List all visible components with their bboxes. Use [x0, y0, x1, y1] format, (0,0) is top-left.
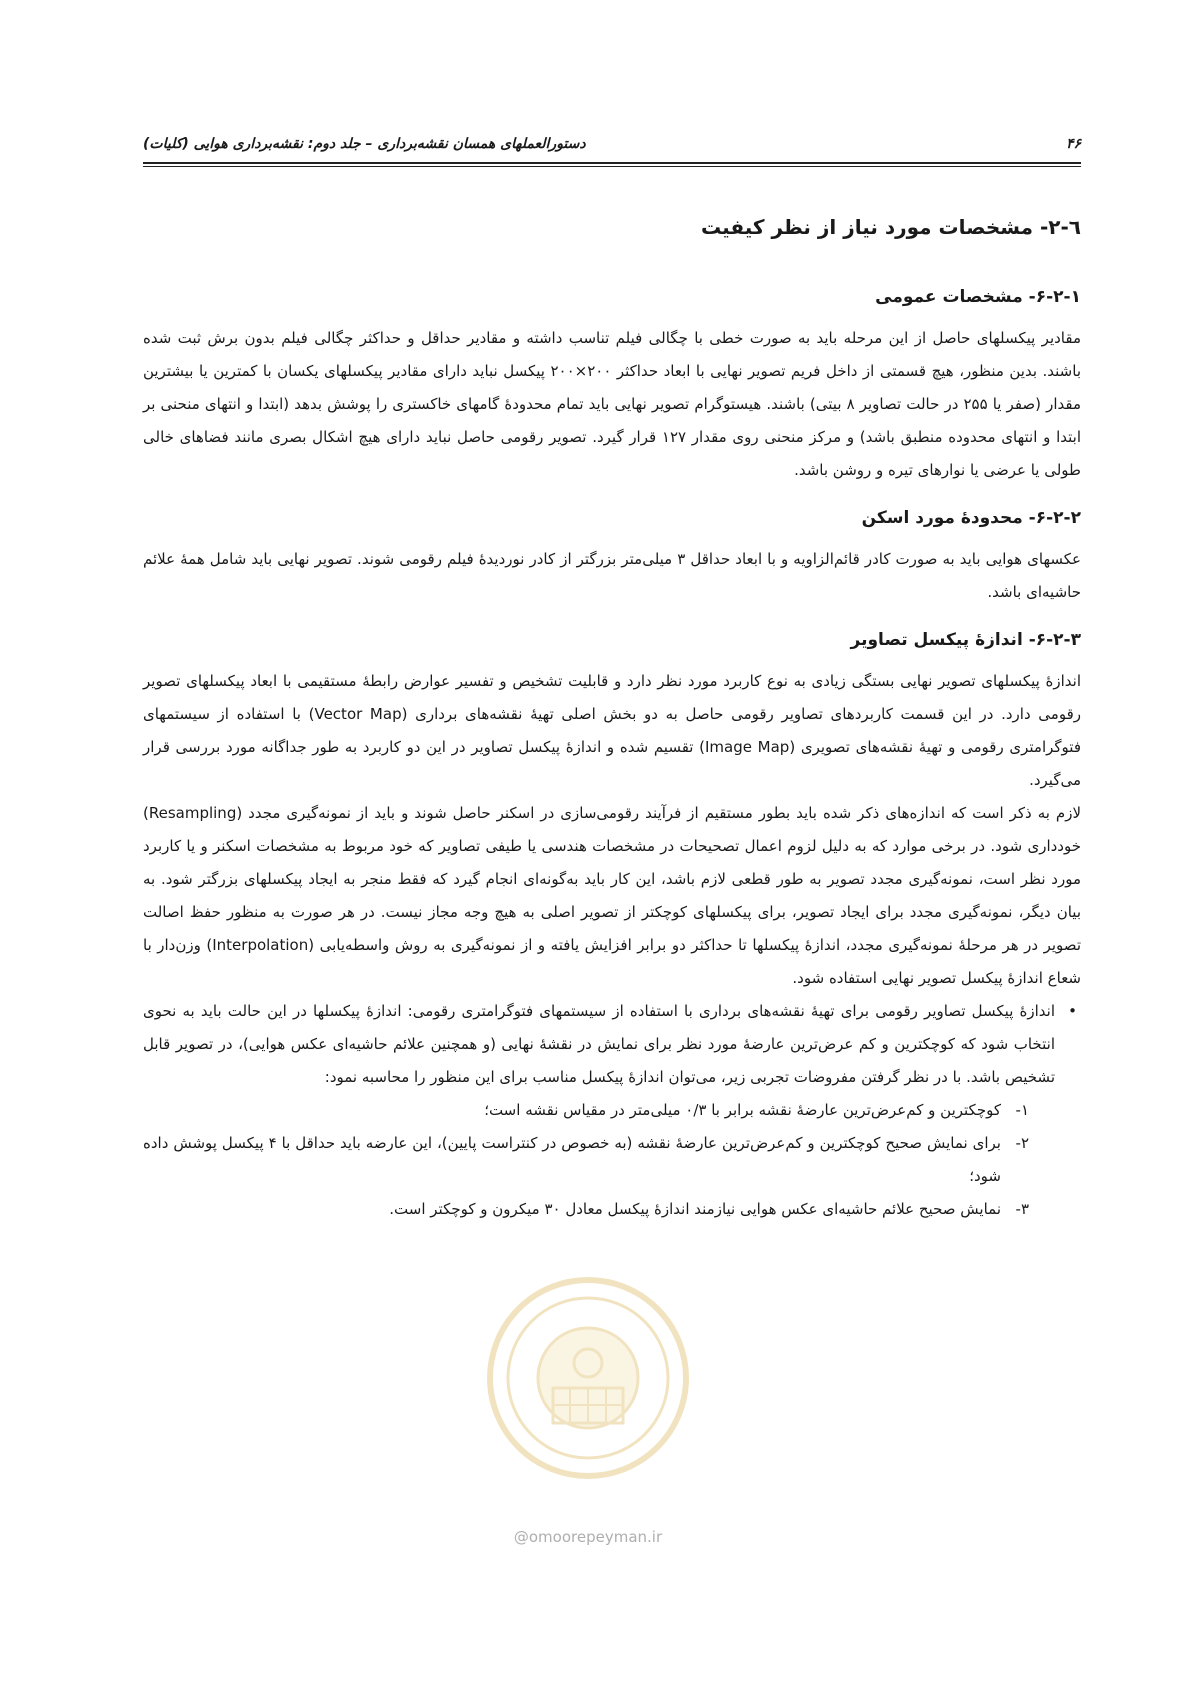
item-number: ۳- — [1015, 1200, 1029, 1218]
numbered-list — [143, 1094, 1055, 1226]
list-item — [143, 995, 1077, 1226]
at-icon: @ — [513, 1528, 529, 1546]
running-title: دستورالعملهای همسان نقشه‌برداری – جلد دوم: نقشه‌برداری هوایی (کلیات) — [143, 136, 586, 152]
paragraph-scan-area: عکسهای هوایی باید به صورت کادر قائم‌الزاویه و با ابعاد حداقل ۳ میلی‌متر بزرگتر از کادر نوردیدهٔ فیلم رقومی شوند. تصویر نهایی باید شامل همهٔ علائم حاشیه‌ای باشد. — [143, 550, 1081, 601]
watermark-seal-icon — [483, 1268, 693, 1488]
numbered-item — [143, 1193, 1029, 1226]
subsection-title-scan-area: ۶-۲-۲- محدودهٔ مورد اسکن — [861, 508, 1081, 528]
header-rule-thin — [143, 166, 1081, 167]
header-rule — [143, 162, 1081, 164]
running-header — [143, 132, 1081, 156]
paragraph-general: مقادیر پیکسلهای حاصل از این مرحله باید به صورت خطی با چگالی فیلم تناسب داشته و مقادیر حداقل و حداکثر چگالی فیلم بدون برش ثبت شده باشند. بدین منظور، هیچ قسمتی از داخل فریم تصویر نهایی با ابعاد حداکثر ۲۰۰×۲۰۰ پیکسل نباید دارای مقادیر پیکسلهای یکسان با کمترین یا بیشترین مقدار (صفر یا ۲۵۵ در حالت تصاویر ۸ بیتی) باشند. هیستوگرام تصویر نهایی باید تمام محدودهٔ گامهای خاکستری را پوشش بدهد (ابتدا و انتهای منحنی بر ابتدا و انتهای محدوده منطبق باشد) و مرکز منحنی روی مقدار ۱۲۷ قرار گیرد. تصویر رقومی حاصل نباید دارای هیچ اشکال بصری مانند فضاهای خالی طولی یا عرضی یا نوارهای تیره و روشن باشد. — [143, 329, 1082, 479]
bullet-icon: • — [1068, 1002, 1077, 1020]
item-text: نمایش صحیح علائم حاشیه‌ای عکس هوایی نیازمند اندازهٔ پیکسل معادل ۳۰ میکرون و کوچکتر است. — [389, 1200, 1001, 1218]
item-number: ۱- — [1015, 1101, 1029, 1119]
bullet-text: اندازهٔ پیکسل تصاویر رقومی برای تهیهٔ نقشه‌های برداری با استفاده از سیستمهای فتوگرامتری رقومی: اندازهٔ پیکسلها در این حالت باید به نحوی انتخاب شود که کوچکترین و کم عرض‌ترین عارضهٔ مورد نظر برای نمایش در نقشهٔ نهایی (و همچنین علائم حاشیه‌ای عکس هوایی)، در تصویر قابل تشخیص باشد. با در نظر گرفتن مفروضات تجربی زیر، می‌توان اندازهٔ پیکسل مناسب برای این منظور را محاسبه نمود: — [143, 1002, 1055, 1086]
subsection-title-general: ۶-۲-۱- مشخصات عمومی — [875, 287, 1081, 307]
item-number: ۲- — [1015, 1134, 1029, 1152]
page-number: ۴۶ — [1065, 136, 1081, 152]
subsection-title-pixel-size: ۶-۲-۳- اندازهٔ پیکسل تصاویر — [850, 630, 1081, 650]
item-text: کوچکترین و کم‌عرض‌ترین عارضهٔ نقشه برابر با ۰/۳ میلی‌متر در مقیاس نقشه است؛ — [484, 1101, 1001, 1119]
section-title: ٦-٢- مشخصات مورد نیاز از نظر کیفیت — [700, 215, 1081, 239]
paragraph-pixel-size-2: لازم به ذکر است که اندازه‌های ذکر شده باید بطور مستقیم از فرآیند رقومی‌سازی در اسکنر حاصل شوند و باید از نمونه‌گیری مجدد (Resampling) خودداری شود. در برخی موارد که به دلیل لزوم اعمال تصحیحات در مشخصات هندسی یا طیفی تصاویر که خود مربوط به مشخصات اسکنر و یا کاربرد مورد نظر است، نمونه‌گیری مجدد تصویر به طور قطعی لازم باشد، این کار باید به‌گونه‌ای انجام گیرد که فقط منجر به ایجاد پیکسلهای بزرگتر شود. به بیان دیگر، نمونه‌گیری مجدد برای ایجاد تصویر، برای پیکسلهای کوچکتر از تصویر اصلی به هیچ وجه مجاز نیست. در هر صورت به منظور حفظ اصالت تصویر در هر مرحلهٔ نمونه‌گیری مجدد، اندازهٔ پیکسلها تا حداکثر دو برابر افزایش یافته و از نمونه‌گیری به روش واسطه‌یابی (Interpolation) وزن‌دار با شعاع اندازهٔ پیکسل تصویر نهایی استفاده شود. — [143, 804, 1081, 987]
watermark-site: @omoorepeyman.ir — [513, 1528, 663, 1546]
bullet-list — [143, 995, 1081, 1226]
numbered-item — [143, 1127, 1029, 1193]
main-content — [143, 210, 1081, 1226]
paragraph-pixel-size-1: اندازهٔ پیکسلهای تصویر نهایی بستگی زیادی به نوع کاربرد مورد نظر دارد و قابلیت تشخیص و تفسیر عوارض رابطهٔ مستقیمی با ابعاد پیکسلهای تصویر رقومی دارد. در این قسمت کاربردهای تصاویر رقومی حاصل به دو بخش اصلی تهیهٔ نقشه‌های برداری (Vector Map) با استفاده از سیستمهای فتوگرامتری رقومی و تهیهٔ نقشه‌های تصویری (Image Map) تقسیم شده و اندازهٔ پیکسل تصاویر در این دو کاربرد به طور جداگانه مورد بررسی قرار می‌گیرد. — [143, 672, 1081, 789]
numbered-item — [143, 1094, 1029, 1127]
item-text: برای نمایش صحیح کوچکترین و کم‌عرض‌ترین عارضهٔ نقشه (به خصوص در کنتراست پایین)، این عارضه باید حداقل با ۴ پیکسل پوشش داده شود؛ — [143, 1134, 1001, 1185]
